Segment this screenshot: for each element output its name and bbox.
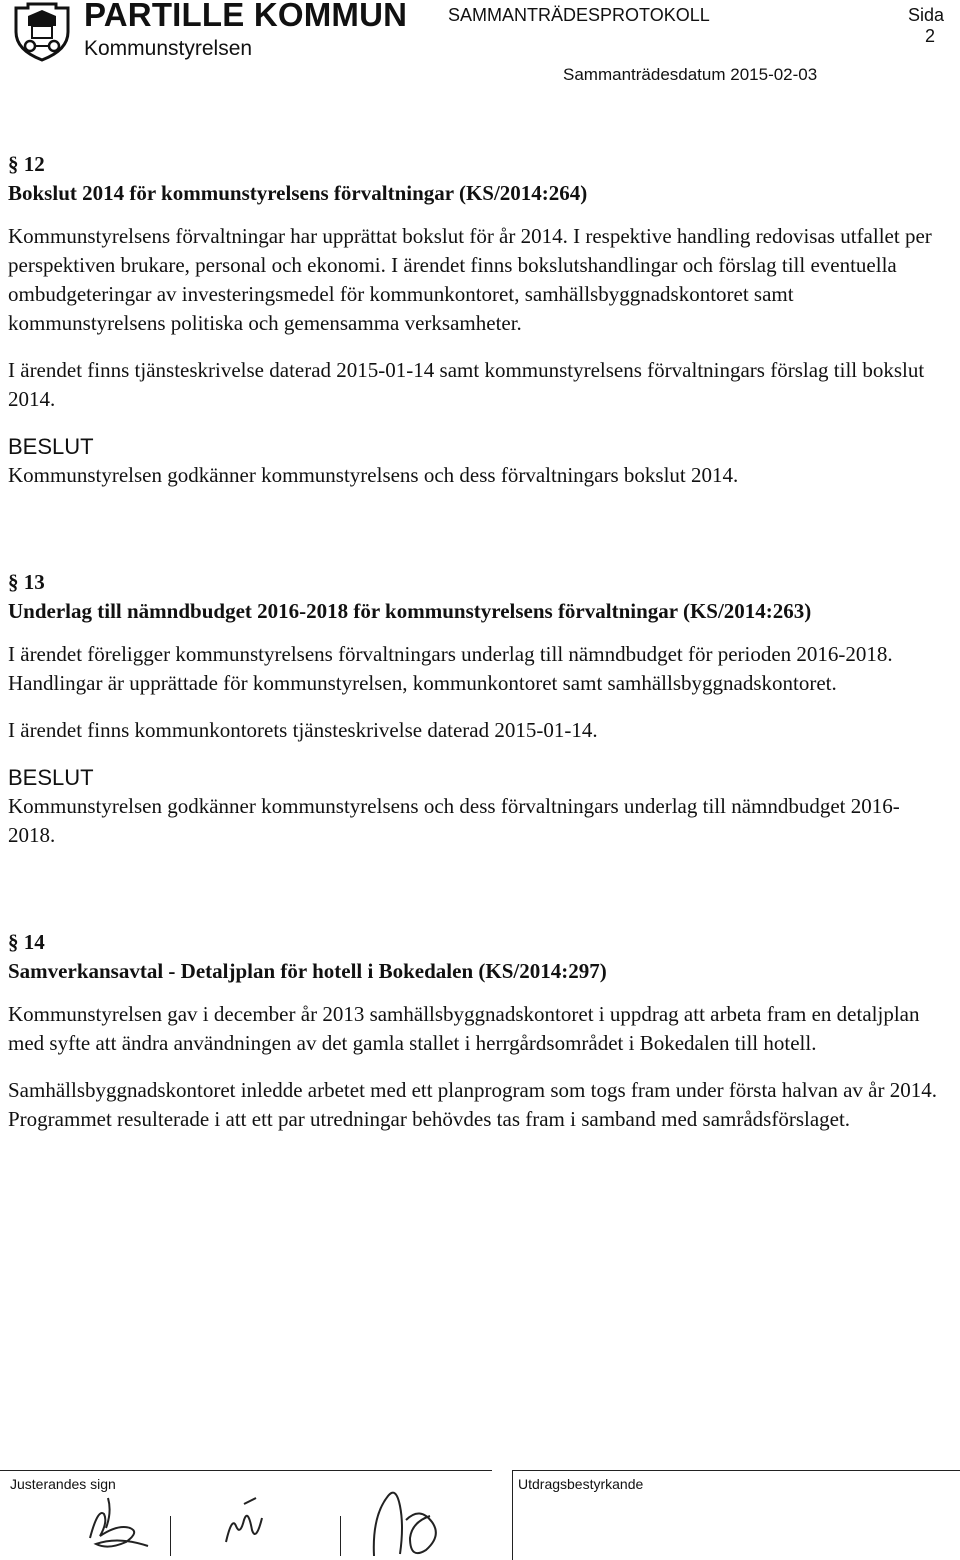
document-type: SAMMANTRÄDESPROTOKOLL (448, 5, 710, 25)
section-13 (8, 568, 938, 850)
paragraph: Kommunstyrelsen gav i december år 2013 samhällsbyggnadskontoret i uppdrag att arbeta fram en detaljplan med syfte att ändra användningen av det gamla stallet i herrgårdsområdet i Bokedalen till hotell. (8, 1002, 920, 1055)
paragraph: Samhällsbyggnadskontoret inledde arbetet med ett planprogram som togs fram under första halvan av år 2014. Programmet resulterade i att ett par utredningar behövdes tas fram i samband med samrådsförslaget. (8, 1078, 937, 1131)
section-14 (8, 928, 938, 1134)
municipal-crest-icon (6, 2, 78, 62)
org-unit: Kommunstyrelsen (84, 37, 253, 60)
beslut-text: Kommunstyrelsen godkänner kommunstyrelsens och dess förvaltningars bokslut 2014. (8, 463, 739, 487)
meeting-date: Sammanträdesdatum 2015-02-03 (563, 65, 818, 84)
section-number: § 14 (8, 930, 45, 954)
justerandes-sign-label: Justerandes sign (10, 1476, 116, 1492)
org-name: PARTILLE KOMMUN (84, 0, 408, 33)
paragraph: Kommunstyrelsens förvaltningar har upprättat bokslut för år 2014. I respektive handling redovisas utfallet per perspektiven brukare, personal och ekonomi. I ärendet finns bokslutshandlingar och förslag till eventuella ombudgeteringar av investeringsmedel för kommunkontoret, samhällsbyggnadskontoret samt kommunstyrelsens politiska och gemensamma verksamheter. (8, 224, 932, 335)
section-title: Bokslut 2014 för kommunstyrelsens förvaltningar (KS/2014:264) (8, 181, 588, 205)
paragraph: I ärendet finns kommunkontorets tjänsteskrivelse daterad 2015-01-14. (8, 718, 598, 742)
beslut-label: BESLUT (8, 765, 94, 790)
section-number: § 13 (8, 570, 45, 594)
footer-rule-right (512, 1470, 960, 1471)
utdragsbestyrkande-label: Utdragsbestyrkande (518, 1476, 644, 1492)
beslut-label: BESLUT (8, 434, 94, 459)
page-label: Sida (908, 5, 945, 25)
signature-footer (0, 1470, 960, 1560)
section-title: Samverkansavtal - Detaljplan för hotell i Bokedalen (KS/2014:297) (8, 959, 607, 983)
section-number: § 12 (8, 152, 45, 176)
footer-rule-left (0, 1470, 492, 1471)
handwritten-signature-3 (360, 1476, 460, 1560)
section-title: Underlag till nämndbudget 2016-2018 för kommunstyrelsens förvaltningar (KS/2014:263) (8, 599, 812, 623)
page-header (0, 0, 960, 90)
signature-divider (340, 1516, 341, 1556)
beslut-text: Kommunstyrelsen godkänner kommunstyrelsens och dess förvaltningars underlag till nämndbudget 2016-2018. (8, 794, 900, 847)
handwritten-signature-1 (78, 1488, 168, 1558)
section-12 (8, 150, 938, 490)
signature-divider (170, 1516, 171, 1556)
paragraph: I ärendet finns tjänsteskrivelse daterad 2015-01-14 samt kommunstyrelsens förvaltningars förslag till bokslut 2014. (8, 358, 925, 411)
paragraph: I ärendet föreligger kommunstyrelsens förvaltningars underlag till nämndbudget för perioden 2016-2018. Handlingar är upprättade för kommunstyrelsen, kommunkontoret samt samhällsbyggnadskontoret. (8, 642, 893, 695)
handwritten-signature-2 (218, 1496, 288, 1556)
protocol-body (8, 150, 938, 1152)
footer-divider (512, 1470, 513, 1560)
page-number: 2 (925, 26, 936, 46)
